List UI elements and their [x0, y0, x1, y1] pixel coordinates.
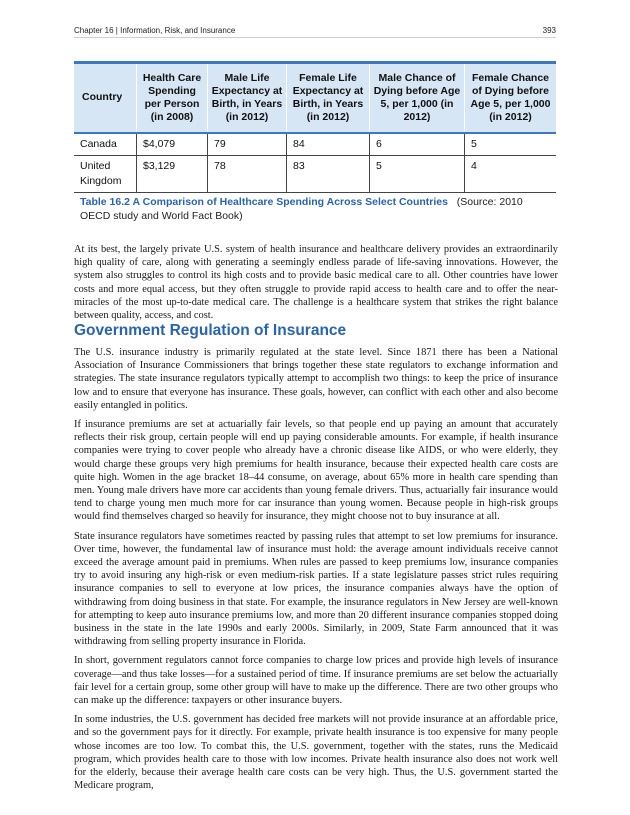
column-header: Male Chance of Dying before Age 5, per 1,000 (in 2012) — [370, 63, 465, 133]
table-cell: 79 — [208, 133, 287, 156]
table-cell: 84 — [287, 133, 370, 156]
page-number: 393 — [542, 26, 556, 35]
column-header: Female Chance of Dying before Age 5, per 1,000 (in 2012) — [465, 63, 557, 133]
paragraph: The U.S. insurance industry is primarily regulated at the state level. Since 1871 there has been a National Association of Insurance Commissioners that brings together these state regulators to exchange information and strategies. The state insurance regulators typically attempt to accomplish two things: to keep the price of insurance low and to ensure that everyone has insurance. These goals, however, can conflict with each other and also become easily entangled in politics. — [74, 347, 558, 411]
table-caption — [80, 196, 550, 223]
table-cell: 4 — [465, 155, 557, 192]
table-cell: $4,079 — [137, 133, 208, 156]
paragraph: At its best, the largely private U.S. system of health insurance and healthcare delivery provides an extraordinarily high quality of care, along with generating a seemingly endless parade of life-saving innovations. However, the system also struggles to control its high costs and to provide basic medical care to all. Other countries have lower costs and more equal access, but they often struggle to provide rapid access to health care and to offer the near-miracles of the most up-to-date medical care. The challenge is a healthcare system that strikes the right balance between quality, access, and cost. — [74, 244, 558, 322]
column-header: Male Life Expectancy at Birth, in Years (in 2012) — [208, 63, 287, 133]
chapter-title: Chapter 16 | Information, Risk, and Insurance — [74, 26, 236, 35]
intro-text — [74, 243, 558, 328]
paragraph: State insurance regulators have sometimes reacted by passing rules that attempt to set low premiums for insurance. Over time, however, the fundamental law of insurance must hold: the average amount individuals receive cannot exceed the average amount paid in premiums. When rules are passed to keep premiums low, insurance companies try to avoid insuring any high-risk or even medium-risk parties. If a state legislature passes strict rules requiring insurance companies to sell to everyone at low prices, the insurance companies always have the option of withdrawing from doing business in that state. For example, the insurance regulators in New Jersey are well-known for attempting to keep auto insurance premiums low, and more than 20 different insurance companies stopped doing business in the state in the late 1990s and early 2000s. Similarly, in 2009, State Farm announced that it was withdrawing from selling property insurance in Florida. — [74, 530, 558, 648]
section-body — [74, 346, 558, 799]
table-cell: 83 — [287, 155, 370, 192]
paragraph: In some industries, the U.S. government has decided free markets will not provide insurance at an affordable price, and so the government pays for it directly. For example, private health insurance is too expensive for many people whose incomes are too low. To combat this, the U.S. government, together with the states, runs the Medicaid program, which provides health care to those with low incomes. Private health insurance also does not work well for the elderly, because their average health care costs can be very high. Thus, the U.S. government started the Medicare program, — [74, 714, 558, 792]
comparison-table — [74, 61, 556, 193]
table-row — [74, 155, 556, 192]
table-cell: 6 — [370, 133, 465, 156]
column-header: Female Life Expectancy at Birth, in Years (in 2012) — [287, 63, 370, 133]
table-cell: 5 — [465, 133, 557, 156]
table-cell: 78 — [208, 155, 287, 192]
paragraph: In short, government regulators cannot force companies to charge low prices and provide high levels of insurance coverage—and thus take losses—for a sustained period of time. If insurance premiums are set below the actuarially fair level for a certain group, some other group will have to make up the difference. There are two other groups who can make up the difference: taxpayers or other insurance buyers. — [74, 655, 558, 707]
section-heading: Government Regulation of Insurance — [74, 322, 347, 339]
column-header: Health Care Spending per Person (in 2008) — [137, 63, 208, 133]
table-cell: United Kingdom — [74, 155, 137, 192]
paragraph: If insurance premiums are set at actuarially fair levels, so that people end up paying an amount that accurately reflects their risk group, certain people will end up paying considerable amounts. For example, if health insurance companies were trying to cover people who already have a chronic disease like AIDS, or who were elderly, they would charge these groups very high premiums for health insurance, because their expected health care costs are quite high. Women in the age bracket 18–44 consume, on average, about 65% more in health care spending than men. Young male drivers have more car accidents than young female drivers. Thus, actuarially fair insurance would tend to charge young men much more for car insurance than young women. Because people in high-risk groups would find themselves charged so heavily for insurance, they might choose not to buy insurance at all. — [74, 419, 558, 523]
table-cell: 5 — [370, 155, 465, 192]
column-header: Country — [74, 63, 137, 133]
caption-title: Table 16.2 A Comparison of Healthcare Spending Across Select Countries — [80, 196, 448, 208]
caption-source: (Source: 2010 OECD study and World Fact Book) — [80, 196, 523, 222]
table-cell: Canada — [74, 133, 137, 156]
table-row — [74, 133, 556, 156]
header-rule — [74, 37, 556, 38]
table-cell: $3,129 — [137, 155, 208, 192]
table-header-row — [74, 63, 556, 133]
